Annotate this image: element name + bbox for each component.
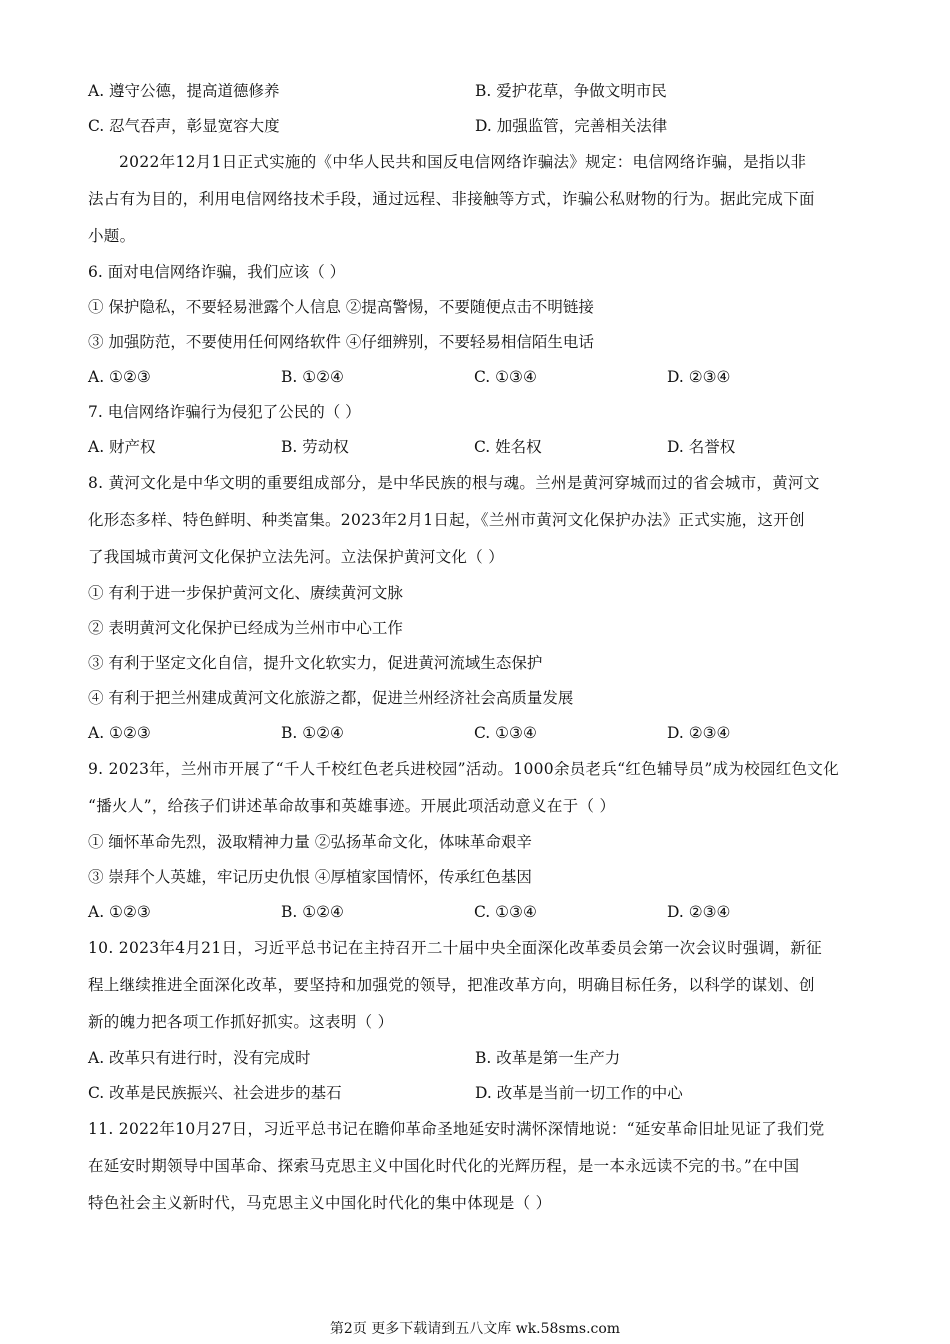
statement-line: ① 保护隐私，不要轻易泄露个人信息 ②提高警惕，不要随便点击不明链接 bbox=[88, 298, 594, 316]
option-b: B. ①②④ bbox=[281, 903, 344, 921]
options-row bbox=[88, 895, 862, 930]
material-line: 2022年12月1日正式实施的《中华人民共和国反电信网络诈骗法》规定：电信网络诈骗，是指以非 bbox=[119, 153, 807, 171]
option-d: D. ②③④ bbox=[667, 724, 731, 742]
question-10 bbox=[88, 930, 862, 1111]
material-line: 小题。 bbox=[88, 227, 136, 245]
question-stem: 7. 电信网络诈骗行为侵犯了公民的（ ） bbox=[88, 403, 361, 421]
question-stem-line: 了我国城市黄河文化保护立法先河。立法保护黄河文化（ ） bbox=[88, 548, 505, 566]
question-7 bbox=[88, 395, 862, 465]
q5-options-row-1 bbox=[88, 74, 862, 109]
question-stem-line: 11. 2022年10月27日，习近平总书记在瞻仰革命圣地延安时满怀深情地说：“延安革命旧址见证了我们党 bbox=[88, 1120, 825, 1138]
options-row bbox=[88, 360, 862, 395]
question-stem-line: 新的魄力把各项工作抓好抓实。这表明（ ） bbox=[88, 1013, 394, 1031]
question-stem-line: 化形态多样、特色鲜明、种类富集。2023年2月1日起，《兰州市黄河文化保护办法》正式实施，这开创 bbox=[88, 511, 805, 529]
question-stem-line: 特色社会主义新时代，马克思主义中国化时代化的集中体现是（ ） bbox=[88, 1194, 552, 1212]
option-a: A. 改革只有进行时，没有完成时 bbox=[88, 1049, 311, 1067]
option-b: B. 劳动权 bbox=[281, 438, 349, 456]
options-row bbox=[88, 1041, 862, 1076]
q5-options-row-2 bbox=[88, 109, 862, 144]
option-c: C. ①③④ bbox=[474, 368, 537, 386]
material-passage bbox=[88, 144, 862, 255]
question-stem-line: 9. 2023年，兰州市开展了“千人千校红色老兵进校园”活动。1000余员老兵“红色辅导员”成为校园红色文化 bbox=[88, 760, 840, 778]
option-d: D. 名誉权 bbox=[667, 438, 736, 456]
statement-line: ② 表明黄河文化保护已经成为兰州市中心工作 bbox=[88, 619, 403, 637]
statement-line: ① 有利于进一步保护黄河文化、赓续黄河文脉 bbox=[88, 584, 403, 602]
option-b: B. ①②④ bbox=[281, 724, 344, 742]
q5-option-a: A. 遵守公德，提高道德修养 bbox=[88, 82, 280, 100]
option-d: D. 改革是当前一切工作的中心 bbox=[475, 1084, 683, 1102]
statement-line: ④ 有利于把兰州建成黄河文化旅游之都，促进兰州经济社会高质量发展 bbox=[88, 689, 574, 707]
statement-line: ① 缅怀革命先烈，汲取精神力量 ②弘扬革命文化，体味革命艰辛 bbox=[88, 833, 532, 851]
option-d: D. ②③④ bbox=[667, 368, 731, 386]
question-9 bbox=[88, 751, 862, 930]
option-a: A. ①②③ bbox=[88, 903, 151, 921]
option-a: A. ①②③ bbox=[88, 368, 151, 386]
question-stem-line: 8. 黄河文化是中华文明的重要组成部分，是中华民族的根与魂。兰州是黄河穿城而过的省会城市，黄河文 bbox=[88, 474, 820, 492]
statement-line: ③ 有利于坚定文化自信，提升文化软实力，促进黄河流域生态保护 bbox=[88, 654, 543, 672]
statement-line: ③ 加强防范，不要使用任何网络软件 ④仔细辨别，不要轻易相信陌生电话 bbox=[88, 333, 594, 351]
options-row bbox=[88, 716, 862, 751]
option-c: C. ①③④ bbox=[474, 903, 537, 921]
question-stem-line: “播火人”，给孩子们讲述革命故事和英雄事迹。开展此项活动意义在于（ ） bbox=[88, 797, 616, 815]
option-a: A. ①②③ bbox=[88, 724, 151, 742]
option-c: C. 改革是民族振兴、社会进步的基石 bbox=[88, 1084, 342, 1102]
q5-option-b: B. 爱护花草，争做文明市民 bbox=[475, 82, 667, 100]
option-b: B. ①②④ bbox=[281, 368, 344, 386]
option-b: B. 改革是第一生产力 bbox=[475, 1049, 621, 1067]
option-c: C. ①③④ bbox=[474, 724, 537, 742]
question-stem-line: 在延安时期领导中国革命、探索马克思主义中国化时代化的光辉历程，是一本永远读不完的书。”在中国 bbox=[88, 1157, 800, 1175]
statement-line: ③ 崇拜个人英雄，牢记历史仇恨 ④厚植家国情怀，传承红色基因 bbox=[88, 868, 532, 886]
page-footer: 第2页 更多下载请到五八文库 wk.58sms.com bbox=[329, 1321, 621, 1337]
options-row bbox=[88, 430, 862, 465]
material-line: 法占有为目的，利用电信网络技术手段，通过远程、非接触等方式，诈骗公私财物的行为。据此完成下面 bbox=[88, 190, 815, 208]
question-stem-line: 10. 2023年4月21日，习近平总书记在主持召开二十届中央全面深化改革委员会第一次会议时强调，新征 bbox=[88, 939, 822, 957]
q5-option-d: D. 加强监管，完善相关法律 bbox=[475, 117, 668, 135]
options-row bbox=[88, 1076, 862, 1111]
option-a: A. 财产权 bbox=[88, 438, 156, 456]
option-d: D. ②③④ bbox=[667, 903, 731, 921]
q5-option-c: C. 忍气吞声，彰显宽容大度 bbox=[88, 117, 280, 135]
question-stem: 6. 面对电信网络诈骗，我们应该（ ） bbox=[88, 263, 346, 281]
question-11 bbox=[88, 1111, 862, 1222]
exam-page bbox=[88, 74, 862, 1222]
question-8 bbox=[88, 465, 862, 751]
option-c: C. 姓名权 bbox=[474, 438, 542, 456]
question-6 bbox=[88, 255, 862, 395]
question-stem-line: 程上继续推进全面深化改革，要坚持和加强党的领导，把准改革方向，明确目标任务，以科学的谋划、创 bbox=[88, 976, 815, 994]
